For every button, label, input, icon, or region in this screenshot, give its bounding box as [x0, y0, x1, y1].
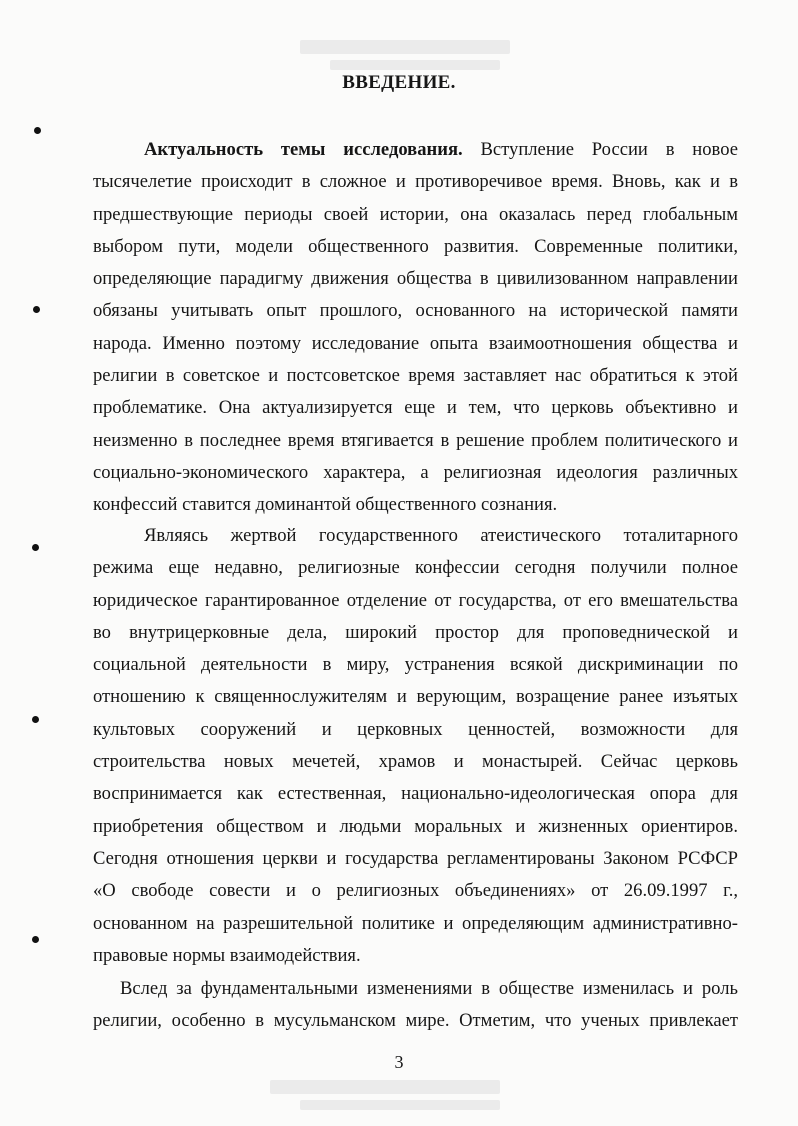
binder-hole-mark [33, 306, 40, 313]
text-line: Вслед за фундаментальными изменениями в обществе изменилась и роль [120, 978, 738, 999]
binder-hole-mark [32, 544, 39, 551]
text-line: приобретения обществом и людьми моральных и жизненных ориентиров. [93, 815, 738, 837]
text-line: Являясь жертвой государственного атеистического тоталитарного [144, 525, 738, 546]
scan-artifact [330, 60, 500, 70]
scan-artifact [270, 1080, 500, 1094]
text-line: религии, особенно в мусульманском мире. Отметим, что ученых привлекает [93, 1010, 738, 1032]
scan-artifact [300, 40, 510, 54]
text-line: во внутрицерковные дела, широкий простор для проповеднической и [93, 621, 738, 643]
binder-hole-mark [32, 936, 39, 943]
scan-artifact [300, 1100, 500, 1110]
text-line: предшествующие периоды своей истории, она оказалась перед глобальным [93, 203, 738, 225]
text-line: социально-экономического характера, а религиозная идеология различных [93, 461, 738, 483]
text-line: культовых сооружений и церковных ценностей, возможности для [93, 718, 738, 740]
text-line: строительства новых мечетей, храмов и монастырей. Сейчас церковь [93, 751, 738, 773]
text-line: основанном на разрешительной политике и определяющим административно- [93, 912, 738, 934]
text-line: проблематике. Она актуализируется еще и тем, что церковь объективно и [93, 397, 738, 419]
paragraph-relevance [93, 134, 738, 522]
page-title: ВВЕДЕНИЕ. [342, 72, 456, 93]
text-line: конфессий ставится доминантой общественного сознания. [93, 494, 558, 516]
text-fragment: Вступление России в новое [480, 139, 738, 160]
text-line [93, 134, 738, 166]
paragraph-religion-role [93, 973, 738, 1038]
text-line: неизменно в последнее время втягивается в решение проблем политического и [93, 429, 738, 451]
text-line: отношению к священнослужителям и верующим, возращение ранее изъятых [93, 686, 738, 708]
text-line: Сегодня отношения церкви и государства регламентированы Законом РСФСР [93, 847, 738, 869]
text-line: религии в советское и постсоветское время заставляет нас обратиться к этой [93, 365, 738, 387]
text-line: «О свободе совести и о религиозных объединениях» от 26.09.1997 г., [93, 880, 738, 902]
text-line: социальной деятельности в миру, устранения всякой дискриминации по [93, 654, 738, 676]
text-line: определяющие парадигму движения общества в цивилизованном направлении [93, 268, 738, 290]
page-number: 3 [394, 1052, 404, 1072]
text-line: воспринимается как естественная, национально-идеологическая опора для [93, 783, 738, 805]
paragraph-confessions [93, 520, 738, 972]
binder-hole-mark [32, 716, 39, 723]
text-line: выбором пути, модели общественного развития. Современные политики, [93, 235, 738, 257]
text-line: обязаны учитывать опыт прошлого, основанного на исторической памяти [93, 300, 738, 322]
section-heading: Актуальность темы исследования. [144, 139, 463, 160]
text-line: правовые нормы взаимодействия. [93, 944, 361, 966]
text-line: тысячелетие происходит в сложное и противоречивое время. Вновь, как и в [93, 171, 738, 193]
text-line: народа. Именно поэтому исследование опыта взаимоотношения общества и [93, 332, 738, 354]
text-line: режима еще недавно, религиозные конфессии сегодня получили полное [93, 557, 738, 579]
text-line: юридическое гарантированное отделение от государства, от его вмешательства [93, 589, 738, 611]
binder-hole-mark [34, 127, 41, 134]
